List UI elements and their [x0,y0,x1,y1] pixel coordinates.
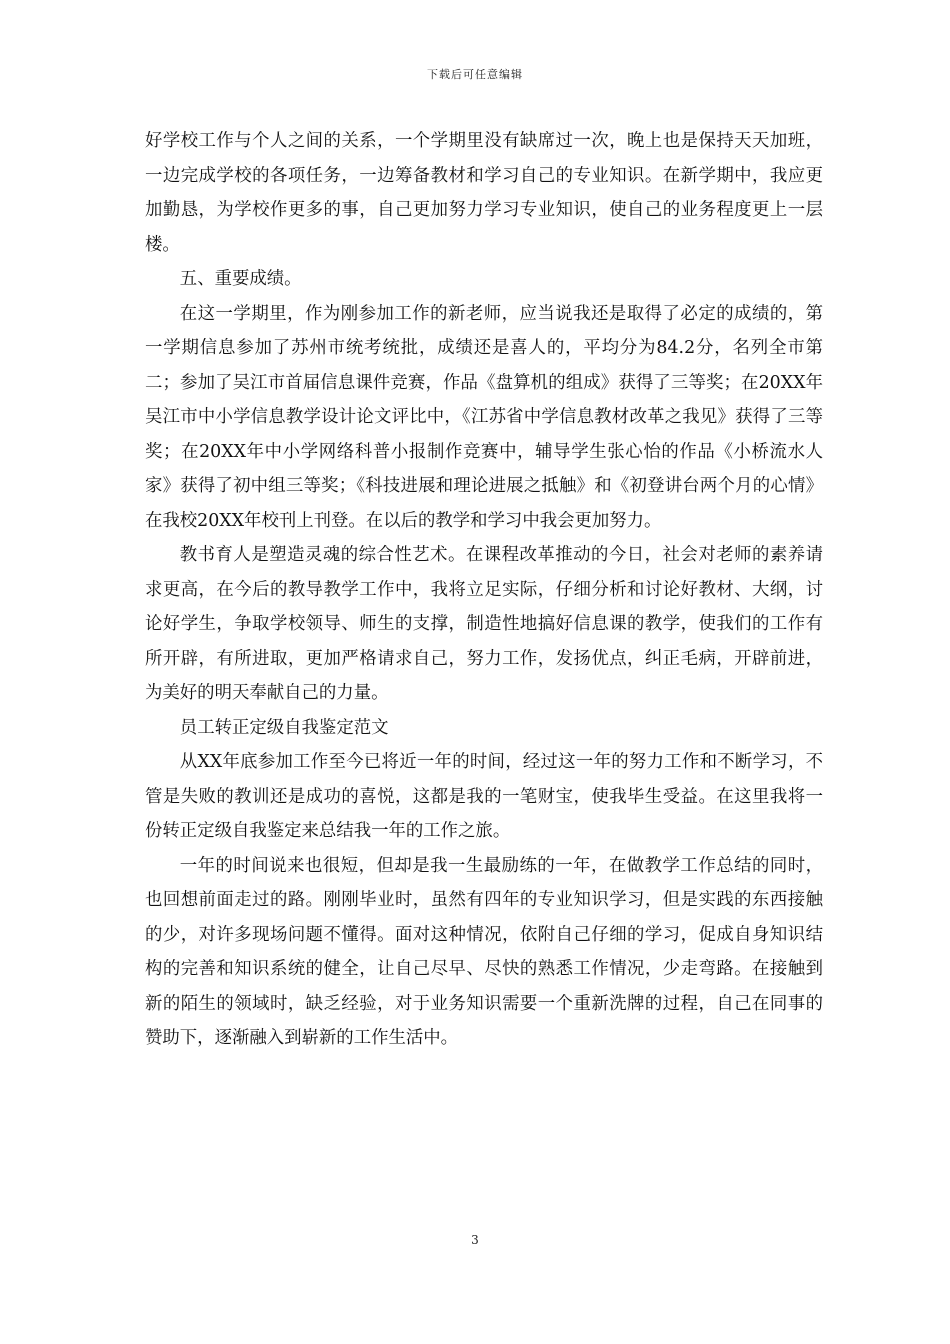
page-number: 3 [471,1233,479,1247]
page-header-note: 下载后可任意编辑 [427,68,523,81]
paragraph-appraisal-intro: 从XX年底参加工作至今已将近一年的时间，经过这一年的努力工作和不断学习，不管是失败的教训还是成功的喜悦，这都是我的一笔财宝，使我毕生受益。在这里我将一份转正定级自我鉴定来总结我一年的工作之旅。 [145,752,823,841]
paragraph-achievements: 在这一学期里，作为刚参加工作的新老师，应当说我还是取得了必定的成绩的，第一学期信息参加了苏州市统考统批，成绩还是喜人的，平均分为84.2分，名列全市第二；参加了吴江市首届信息课件竞赛，作品《盘算机的组成》获得了三等奖；在20XX年吴江市中小学信息教学设计论文评比中，《江苏省中学信息教材改革之我见》获得了三等奖；在20XX年中小学网络科普小报制作竞赛中，辅导学生张心怡的作品《小桥流水人家》获得了初中组三等奖；《科技进展和理论进展之抵触》和《初登讲台两个月的心情》在我校20XX年校刊上刊登。在以后的教学和学习中我会更加努力。 [145,303,823,531]
paragraph-appraisal-year-review: 一年的时间说来也很短，但却是我一生最励练的一年，在做教学工作总结的同时，也回想前面走过的路。刚刚毕业时，虽然有四年的专业知识学习，但是实践的东西接触的少，对许多现场问题不懂得。面对这种情况，依附自己仔细的学习，促成自身知识结构的完善和知识系统的健全，让自己尽早、尽快的熟悉工作情况，少走弯路。在接触到新的陌生的领域时，缺乏经验，对于业务知识需要一个重新洗牌的过程，自己在同事的赞助下，逐渐融入到崭新的工作生活中。 [145,855,823,1048]
paragraph-teaching-outlook: 教书育人是塑造灵魂的综合性艺术。在课程改革推动的今日，社会对老师的素养请求更高，在今后的教导教学工作中，我将立足实际，仔细分析和讨论好教材、大纲，讨论好学生，争取学校领导、师生的支撑，制造性地搞好信息课的教学，使我们的工作有所开辟，有所进取，更加严格请求自己，努力工作，发扬优点，纠正毛病，开辟前进，为美好的明天奉献自己的力量。 [145,545,823,703]
paragraph-continuation: 好学校工作与个人之间的关系，一个学期里没有缺席过一次，晚上也是保持天天加班，一边完成学校的各项任务，一边筹备教材和学习自己的专业知识。在新学期中，我应更加勤恳，为学校作更多的事，自己更加努力学习专业知识，使自己的业务程度更上一层楼。 [145,131,823,255]
section-heading-self-appraisal: 员工转正定级自我鉴定范文 [179,717,389,738]
document-body [145,124,823,1056]
section-heading-achievements: 五、重要成绩。 [179,269,302,289]
